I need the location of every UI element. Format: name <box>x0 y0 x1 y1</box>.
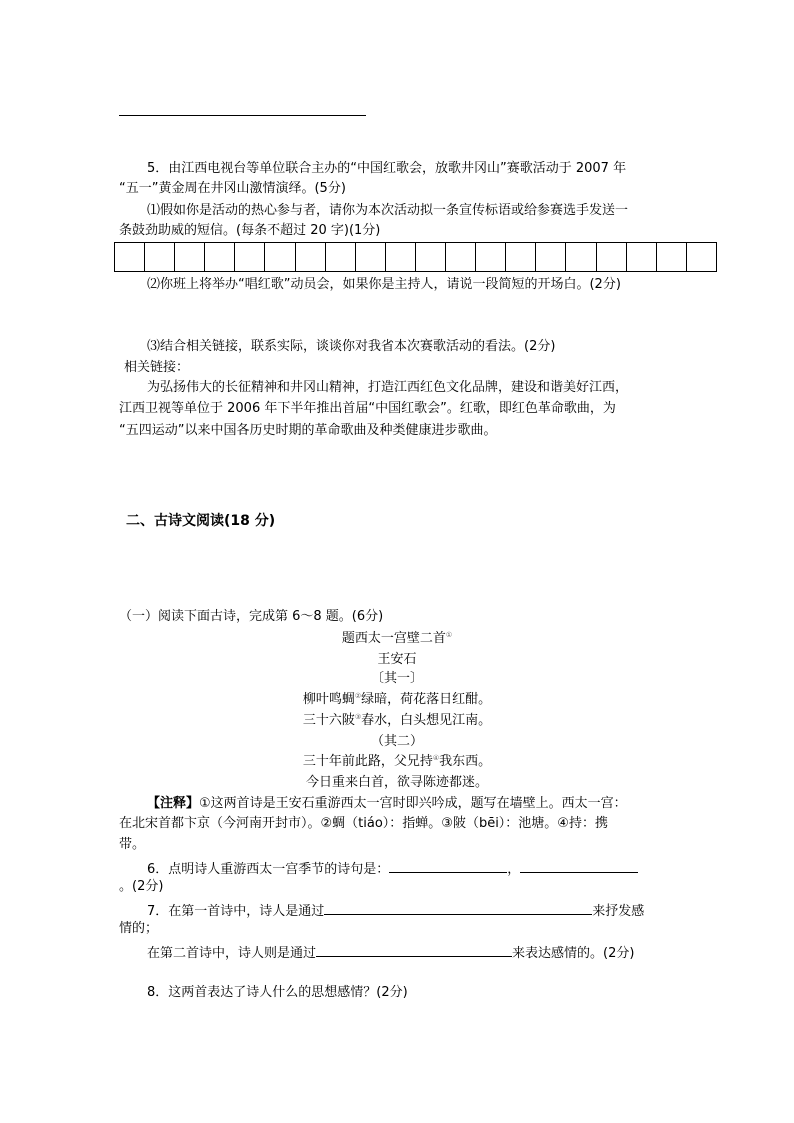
answer-grid-cell[interactable] <box>686 242 717 272</box>
q7-line1 <box>147 902 644 918</box>
answer-grid-cell[interactable] <box>114 242 144 272</box>
q7-line3-end: 来表达感情的。(2分) <box>512 946 635 961</box>
answer-grid-cell[interactable] <box>144 242 174 272</box>
answer-grid-cell[interactable] <box>626 242 656 272</box>
answer-grid-cell[interactable] <box>505 242 535 272</box>
poem-line-1 <box>0 693 794 706</box>
answer-grid-cell[interactable] <box>325 242 355 272</box>
q6-blank-1[interactable] <box>389 860 507 873</box>
poem-line-2b: 春水，白头想见江南。 <box>361 713 492 728</box>
q7-line3-text: 在第二首诗中，诗人则是通过 <box>147 946 317 961</box>
note-mark-3: ③ <box>354 713 362 721</box>
section2-title: 二、古诗文阅读(18 分) <box>126 513 276 529</box>
q6-score: 。(2分) <box>119 879 164 894</box>
poem-title <box>0 632 794 645</box>
poem-line-1a: 柳叶鸣蜩 <box>302 692 355 707</box>
related-link-line3: “五四运动”以来中国各历史时期的革命歌曲及种类健康进步歌曲。 <box>119 423 497 438</box>
poem-line-3 <box>0 755 794 768</box>
q7-blank-1[interactable] <box>324 902 592 915</box>
q5-part2: ⑵你班上将举办“唱红歌”动员会，如果你是主持人，请说一段简短的开场白。(2分) <box>147 277 621 292</box>
poem-title-text: 题西太一宫壁二首 <box>341 631 446 646</box>
q6-comma: ， <box>507 862 521 877</box>
q5-part1-line2: 条鼓劲助威的短信。(每条不超过 20 字)(1分) <box>119 223 381 238</box>
poem-line-2 <box>0 714 794 727</box>
answer-grid-cell[interactable] <box>565 242 595 272</box>
notes-label: 【注释】 <box>147 796 200 811</box>
answer-grid-cell[interactable] <box>295 242 325 272</box>
answer-grid-cell[interactable] <box>204 242 234 272</box>
q7-line1-text: 7．在第一首诗中，诗人是通过 <box>147 904 325 919</box>
poem-line-1b: 绿暗，荷花落日红酣。 <box>361 692 492 707</box>
notes-line3: 带。 <box>119 837 146 852</box>
q7-line3 <box>147 944 634 960</box>
poem-line-2a: 三十六陂 <box>302 713 355 728</box>
answer-grid-cell[interactable] <box>475 242 505 272</box>
part1-intro: （一）阅读下面古诗，完成第 6～8 题。(6分) <box>119 609 384 624</box>
note-mark-2: ② <box>354 692 362 700</box>
poem-line-3b: 我东西。 <box>439 754 492 769</box>
notes-line2: 在北宋首都卞京（今河南开封市）。②蜩（tiáo）：指蝉。③陂（bēi）：池塘。④持：携 <box>119 816 608 831</box>
answer-grid-cell[interactable] <box>174 242 204 272</box>
q6-blank-2[interactable] <box>520 860 638 873</box>
q6-line1 <box>147 860 638 876</box>
answer-grid-cell[interactable] <box>264 242 294 272</box>
poem-line-4: 今日重来白首，欲寻陈迹都迷。 <box>305 775 488 790</box>
notes-line1 <box>147 797 627 810</box>
q5-line2: “五一”黄金周在井冈山激情演绎。(5分) <box>119 181 346 196</box>
answer-grid <box>114 242 717 272</box>
related-link-line1: 为弘扬伟大的长征精神和井冈山精神，打造江西红色文化品牌，建设和谐美好江西， <box>147 380 629 395</box>
poem-line-3a: 三十年前此路，父兄持 <box>302 754 433 769</box>
related-link-line2: 江西卫视等单位于 2006 年下半年推出首届“中国红歌会”。红歌，即红色革命歌曲，为 <box>119 401 616 416</box>
poem-subtitle-1: 〔其一〕 <box>370 671 423 686</box>
q7-blank-2[interactable] <box>316 944 512 957</box>
q6-text: 6．点明诗人重游西太一宫季节的诗句是： <box>147 862 390 877</box>
q7-line2: 情的； <box>119 921 159 936</box>
answer-line-top <box>119 115 366 116</box>
q8-text: 8．这两首表达了诗人什么的思想感情？(2分) <box>147 985 408 1000</box>
related-link-title: 相关链接： <box>124 360 190 375</box>
answer-grid-cell[interactable] <box>234 242 264 272</box>
answer-grid-cell[interactable] <box>535 242 565 272</box>
poem-author: 王安石 <box>377 652 417 667</box>
answer-grid-cell[interactable] <box>385 242 415 272</box>
answer-grid-cell[interactable] <box>445 242 475 272</box>
q5-part3: ⑶结合相关链接，联系实际，谈谈你对我省本次赛歌活动的看法。(2分) <box>147 339 556 354</box>
answer-grid-cell[interactable] <box>355 242 385 272</box>
answer-grid-cell[interactable] <box>596 242 626 272</box>
note-mark-1: ① <box>445 631 453 639</box>
notes-line1-text: ①这两首诗是王安石重游西太一宫时即兴吟成，题写在墙壁上。西太一宫： <box>199 796 627 811</box>
q5-part1-line1: ⑴假如你是活动的热心参与者，请你为本次活动拟一条宣传标语或给参赛选手发送一 <box>147 203 629 218</box>
note-mark-4: ④ <box>432 754 440 762</box>
answer-grid-cell[interactable] <box>656 242 686 272</box>
q5-line1: 5．由江西电视台等单位联合主办的“中国红歌会，放歌井冈山”赛歌活动于 2007 年 <box>147 161 627 176</box>
q7-line1-end: 来抒发感 <box>592 904 645 919</box>
answer-grid-cell[interactable] <box>415 242 445 272</box>
poem-subtitle-2: （其二） <box>370 734 423 749</box>
